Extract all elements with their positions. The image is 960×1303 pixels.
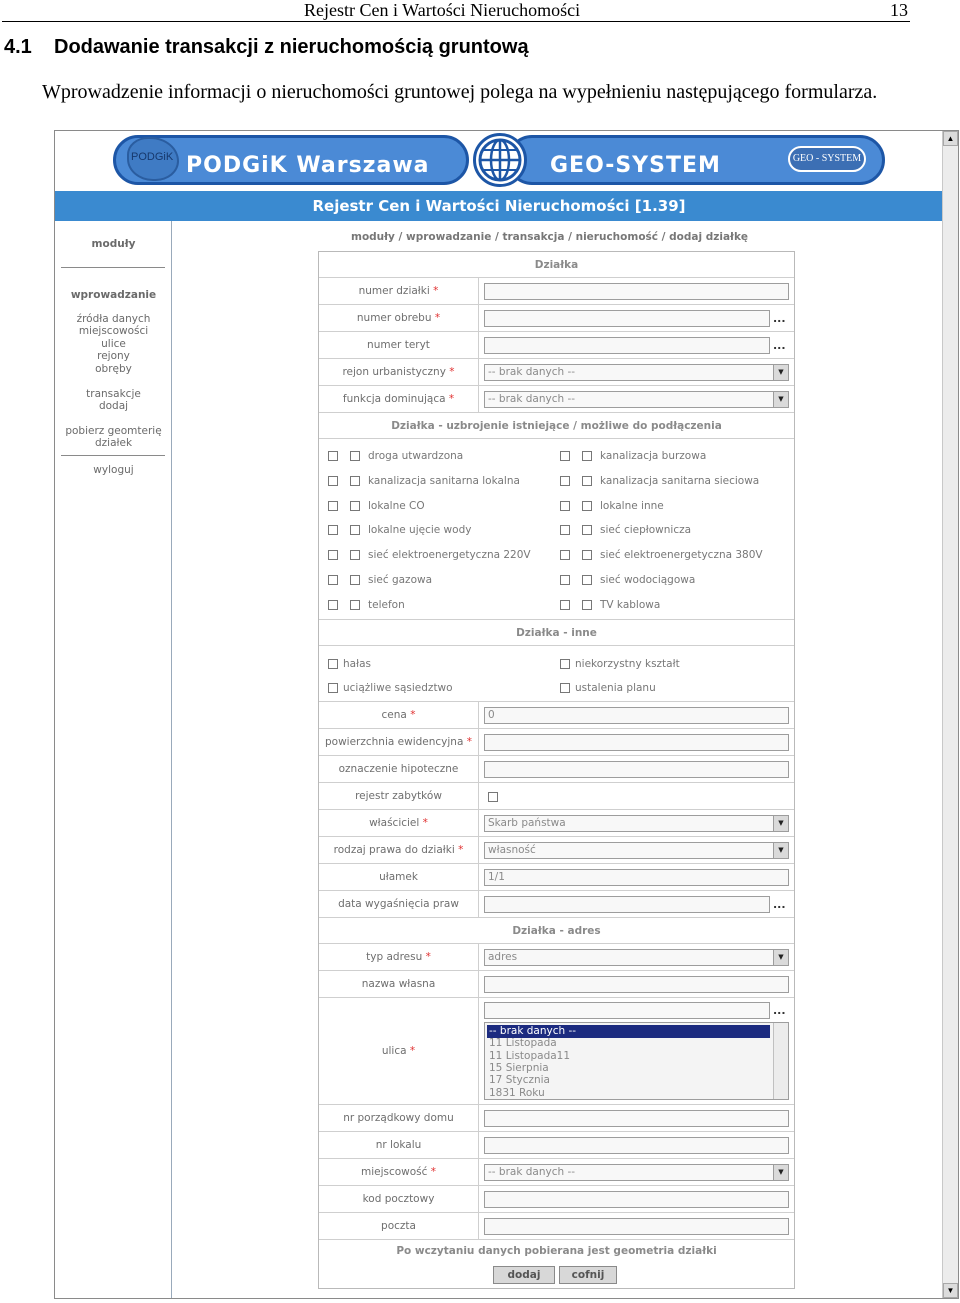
- chevron-down-icon: ▼: [773, 365, 788, 380]
- uzbrojenie-checkbox[interactable]: [328, 476, 338, 486]
- label-nazwa-wlasna: nazwa własna: [319, 971, 479, 997]
- ulica-listbox[interactable]: [484, 1022, 789, 1100]
- row-data-wyg: [319, 891, 794, 918]
- wlasciciel-select[interactable]: Skarb państwa ▼: [484, 815, 789, 832]
- rejon-select[interactable]: -- brak danych -- ▼: [484, 364, 789, 381]
- date-picker[interactable]: ...: [773, 898, 786, 911]
- row-powierzchnia: [319, 729, 794, 756]
- sidebar-item-obreby[interactable]: obręby: [95, 363, 132, 375]
- label-numer-teryt: numer teryt: [319, 332, 479, 358]
- sidebar-item-zrodla[interactable]: źródła danych: [76, 313, 151, 325]
- uzbrojenie-label: kanalizacja sanitarna sieciowa: [600, 474, 760, 487]
- uzbrojenie-checkbox[interactable]: [350, 451, 360, 461]
- label-cena: cena *: [319, 702, 479, 728]
- ulica-filter-input[interactable]: [484, 1002, 770, 1019]
- uzbrojenie-checkbox[interactable]: [582, 501, 592, 511]
- uzbrojenie-checkbox[interactable]: [328, 550, 338, 560]
- brand-left: PODGiK Warszawa: [186, 153, 430, 178]
- cena-input[interactable]: 0: [484, 707, 789, 724]
- uzbrojenie-checkbox[interactable]: [582, 476, 592, 486]
- sidebar-item-pobierz-2[interactable]: działek: [94, 437, 133, 449]
- funkcja-select[interactable]: -- brak danych -- ▼: [484, 391, 789, 408]
- uzbrojenie-label: droga utwardzona: [368, 450, 464, 462]
- row-miejscowosc: [319, 1159, 794, 1186]
- page-header: [2, 0, 910, 22]
- section-title: [4, 36, 529, 59]
- uzbrojenie-checkbox[interactable]: [350, 501, 360, 511]
- section-dzialka: Działka: [319, 252, 794, 278]
- nr-lokalu-input[interactable]: [484, 1137, 789, 1154]
- numer-dzialki-input[interactable]: [484, 283, 789, 300]
- uzbrojenie-checkbox[interactable]: [582, 451, 592, 461]
- section-title-text: Dodawanie transakcji z nieruchomością gruntową: [54, 36, 529, 58]
- ulica-option[interactable]: 1831 Roku: [489, 1086, 545, 1099]
- uzbrojenie-label: telefon: [368, 598, 405, 611]
- label-halas: hałas: [343, 658, 371, 670]
- section-uzbrojenie: Działka - uzbrojenie istniejące / możliwe do podłączenia: [319, 413, 794, 439]
- uzbrojenie-label: sieć ciepłownicza: [600, 524, 692, 537]
- row-zabytki: [319, 783, 794, 810]
- ulica-option-selected[interactable]: -- brak danych --: [487, 1025, 770, 1038]
- brand-right: GEO-SYSTEM: [550, 153, 721, 178]
- uzbrojenie-label: sieć gazowa: [368, 574, 433, 586]
- label-poczta: poczta: [319, 1213, 479, 1239]
- section-inne: Działka - inne: [319, 620, 794, 646]
- row-poczta: [319, 1213, 794, 1240]
- label-rejon: rejon urbanistyczny *: [319, 359, 479, 385]
- row-nr-domu: [319, 1105, 794, 1132]
- ulica-option[interactable]: 15 Sierpnia: [489, 1061, 549, 1074]
- section-adres: Działka - adres: [319, 918, 794, 944]
- ulica-picker[interactable]: ...: [773, 1004, 786, 1017]
- label-nr-lokalu: nr lokalu: [319, 1132, 479, 1158]
- ulica-option[interactable]: 11 Listopada11: [489, 1049, 571, 1062]
- label-plan: ustalenia planu: [575, 682, 656, 694]
- sidebar-item-pobierz[interactable]: pobierz geomterię: [65, 425, 162, 437]
- label-wlasciciel: właściciel *: [319, 810, 479, 836]
- page-number: 13: [890, 0, 908, 20]
- checkbox-zabytki[interactable]: [488, 792, 498, 802]
- row-wlasciciel: [319, 810, 794, 837]
- sidebar-wprowadzanie[interactable]: wprowadzanie: [70, 289, 157, 301]
- uzbrojenie-checkbox[interactable]: [350, 476, 360, 486]
- uzbrojenie-checkbox[interactable]: [560, 600, 570, 610]
- row-funkcja: [319, 386, 794, 413]
- sidebar-item-rejony[interactable]: rejony: [97, 350, 130, 362]
- row-prawo: [319, 837, 794, 864]
- geo-system-badge: GEO - SYSTEM: [788, 146, 866, 172]
- miejscowosc-select[interactable]: -- brak danych -- ▼: [484, 1164, 789, 1181]
- plot-form: [318, 251, 795, 1289]
- label-numer-dzialki: numer działki *: [319, 278, 479, 304]
- numer-teryt-picker[interactable]: ...: [773, 339, 786, 352]
- data-wyg-input[interactable]: [484, 896, 770, 913]
- powierzchnia-input[interactable]: [484, 734, 789, 751]
- uzbrojenie-checkbox[interactable]: [328, 501, 338, 511]
- uzbrojenie-checkbox[interactable]: [582, 525, 592, 535]
- row-numer-dzialki: [319, 278, 794, 305]
- uzbrojenie-checkbox[interactable]: [560, 525, 570, 535]
- running-header: Rejestr Cen i Wartości Nieruchomości: [304, 0, 581, 20]
- row-nazwa-wlasna: [319, 971, 794, 998]
- ulica-option[interactable]: 11 Listopada: [489, 1037, 557, 1050]
- uzbrojenie-label: lokalne ujęcie wody: [368, 524, 472, 537]
- label-zabytki: rejestr zabytków: [319, 783, 479, 809]
- row-ulamek: [319, 864, 794, 891]
- app-screenshot: [54, 130, 959, 1299]
- scroll-down-icon[interactable]: ▼: [943, 1283, 958, 1298]
- uzbrojenie-checkbox[interactable]: [328, 600, 338, 610]
- label-ulamek: ułamek: [319, 864, 479, 890]
- ulamek-input[interactable]: 1/1: [484, 869, 789, 886]
- uzbrojenie-checkbox[interactable]: [560, 451, 570, 461]
- sidebar-item-transakcje[interactable]: transakcje: [86, 388, 141, 400]
- label-nr-domu: nr porządkowy domu: [319, 1105, 479, 1131]
- chevron-down-icon: ▼: [773, 816, 788, 831]
- checkbox-ksztalt[interactable]: [560, 659, 570, 669]
- uzbrojenie-checkbox[interactable]: [560, 550, 570, 560]
- uzbrojenie-label: lokalne CO: [368, 499, 425, 512]
- uzbrojenie-checkbox[interactable]: [350, 600, 360, 610]
- cofnij-button[interactable]: cofnij: [559, 1266, 617, 1284]
- sidebar-moduly[interactable]: moduły: [91, 238, 136, 250]
- uzbrojenie-checkbox[interactable]: [328, 525, 338, 535]
- chevron-down-icon: ▼: [773, 392, 788, 407]
- sidebar: [55, 221, 172, 1299]
- hipoteka-input[interactable]: [484, 761, 789, 778]
- uzbrojenie-checkbox[interactable]: [560, 476, 570, 486]
- breadcrumb: moduły / wprowadzanie / transakcja / nieruchomość / dodaj działkę: [351, 231, 749, 243]
- map-label: PODGiK: [131, 151, 174, 163]
- row-numer-teryt: [319, 332, 794, 359]
- uzbrojenie-label: sieć elektroenergetyczna 380V: [600, 549, 763, 562]
- label-prawo: rodzaj prawa do działki *: [319, 837, 479, 863]
- nazwa-wlasna-input[interactable]: [484, 976, 789, 993]
- uzbrojenie-checkbox[interactable]: [582, 550, 592, 560]
- nr-domu-input[interactable]: [484, 1110, 789, 1127]
- uzbrojenie-checkbox[interactable]: [350, 550, 360, 560]
- label-ulica: ulica *: [319, 998, 479, 1104]
- uzbrojenie-label: kanalizacja burzowa: [600, 450, 707, 462]
- label-powierzchnia: powierzchnia ewidencyjna *: [319, 729, 479, 755]
- label-funkcja: funkcja dominująca *: [319, 386, 479, 412]
- uzbrojenie-label: sieć wodociągowa: [600, 574, 696, 586]
- checkbox-plan[interactable]: [560, 683, 570, 693]
- sidebar-item-ulice[interactable]: ulice: [101, 338, 126, 350]
- label-typ-adresu: typ adresu *: [319, 944, 479, 970]
- chevron-down-icon: ▼: [773, 843, 788, 858]
- sidebar-item-dodaj[interactable]: dodaj: [98, 400, 129, 412]
- uzbrojenie-label: TV kablowa: [600, 598, 661, 611]
- checkbox-halas[interactable]: [328, 659, 338, 669]
- label-data-wyg: data wygaśnięcia praw: [319, 891, 479, 917]
- sidebar-wyloguj[interactable]: wyloguj: [93, 464, 134, 476]
- sidebar-divider: [61, 267, 165, 268]
- row-ulica: [319, 998, 794, 1105]
- numer-obrebu-input[interactable]: [484, 310, 770, 327]
- label-numer-obrebu: numer obrebu *: [319, 305, 479, 331]
- typ-adresu-select[interactable]: adres ▼: [484, 949, 789, 966]
- section-number: 4.1: [4, 36, 32, 58]
- label-kod: kod pocztowy: [319, 1186, 479, 1212]
- uzbrojenie-checkbox[interactable]: [350, 525, 360, 535]
- ulica-option[interactable]: 17 Stycznia: [489, 1074, 550, 1087]
- uzbrojenie-checkbox[interactable]: [582, 600, 592, 610]
- numer-obrebu-picker[interactable]: ...: [773, 312, 786, 325]
- globe-icon: [473, 133, 527, 187]
- sidebar-item-miejscowosci[interactable]: miejscowości: [78, 325, 149, 337]
- listbox-scrollbar[interactable]: [773, 1023, 788, 1099]
- kod-input[interactable]: [484, 1191, 789, 1208]
- chevron-down-icon: ▼: [773, 950, 788, 965]
- label-ksztalt: niekorzystny kształt: [575, 658, 680, 670]
- uzbrojenie-checkbox[interactable]: [350, 575, 360, 585]
- chevron-down-icon: ▼: [773, 1165, 788, 1180]
- row-cena: [319, 702, 794, 729]
- checkbox-sasiedztwo[interactable]: [328, 683, 338, 693]
- uzbrojenie-label: kanalizacja sanitarna lokalna: [368, 474, 520, 487]
- dodaj-button[interactable]: dodaj: [493, 1266, 555, 1284]
- banner: [55, 131, 943, 191]
- uzbrojenie-checkbox[interactable]: [560, 575, 570, 585]
- sidebar-divider: [61, 455, 165, 456]
- page-scrollbar[interactable]: [942, 131, 958, 1298]
- label-sasiedztwo: uciążliwe sąsiedztwo: [343, 682, 453, 694]
- geometry-note: Po wczytaniu danych pobierana jest geometria działki: [396, 1245, 717, 1257]
- label-hipoteka: oznaczenie hipoteczne: [319, 756, 479, 782]
- row-typ-adresu: [319, 944, 794, 971]
- row-nr-lokalu: [319, 1132, 794, 1159]
- row-rejon: [319, 359, 794, 386]
- uzbrojenie-checkbox[interactable]: [560, 501, 570, 511]
- poczta-input[interactable]: [484, 1218, 789, 1235]
- prawo-select[interactable]: własność ▼: [484, 842, 789, 859]
- intro-paragraph: Wprowadzenie informacji o nieruchomości gruntowej polega na wypełnieniu następującego formularza.: [42, 81, 878, 103]
- row-hipoteka: [319, 756, 794, 783]
- uzbrojenie-checkbox[interactable]: [328, 575, 338, 585]
- numer-teryt-input[interactable]: [484, 337, 770, 354]
- uzbrojenie-label: lokalne inne: [600, 499, 664, 512]
- app-title: Rejestr Cen i Wartości Nieruchomości [1.39]: [55, 191, 943, 221]
- uzbrojenie-checkbox[interactable]: [582, 575, 592, 585]
- scroll-up-icon[interactable]: ▲: [943, 131, 958, 146]
- uzbrojenie-label: sieć elektroenergetyczna 220V: [368, 549, 531, 562]
- row-numer-obrebu: [319, 305, 794, 332]
- label-miejscowosc: miejscowość *: [319, 1159, 479, 1185]
- uzbrojenie-checkboxes: [319, 439, 794, 620]
- uzbrojenie-checkbox[interactable]: [328, 451, 338, 461]
- row-kod: [319, 1186, 794, 1213]
- inne-checkboxes: [319, 646, 794, 702]
